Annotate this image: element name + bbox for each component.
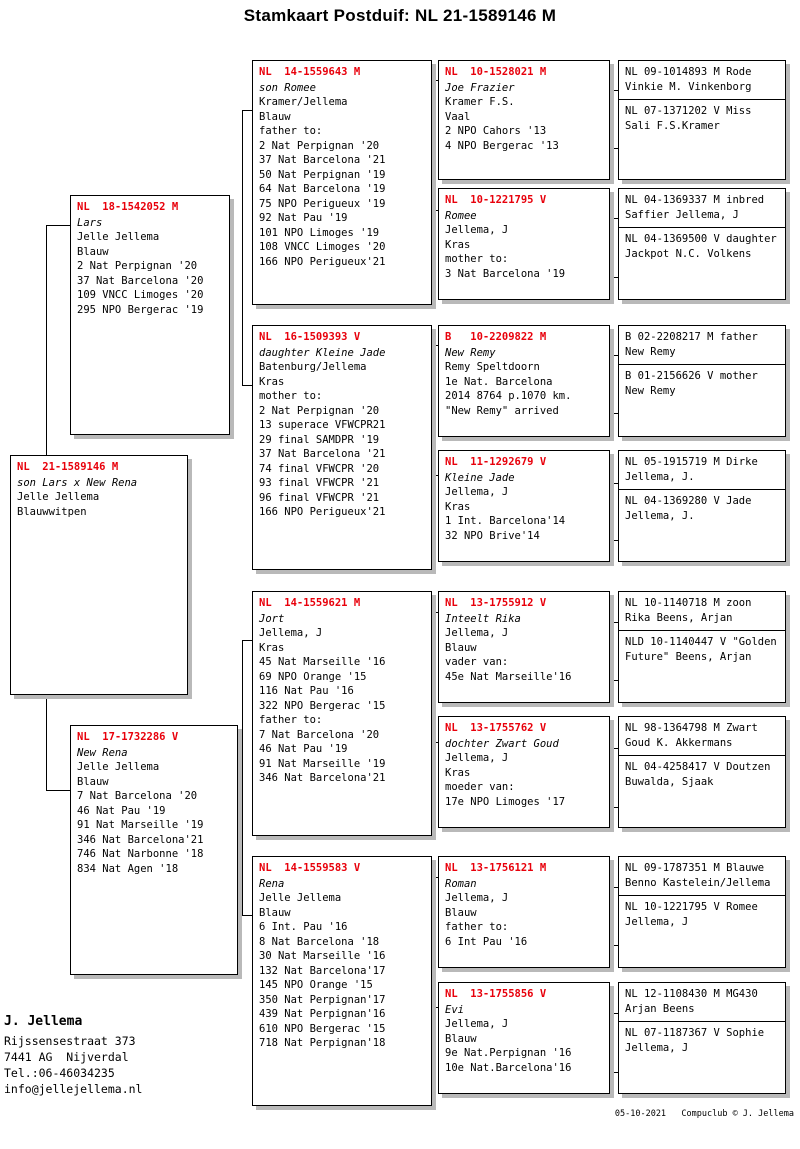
pigeon-card-gggp-16[interactable] (619, 1021, 785, 1060)
detail-line: moeder van: (445, 781, 515, 793)
pigeon-name: Inteelt Rika (445, 612, 521, 625)
detail-line: mother to: (259, 390, 323, 402)
detail-line: 17e NPO Limoges '17 (445, 795, 566, 808)
detail-line: Blauw (77, 775, 109, 788)
ring-number: NL 07-1371202 V (625, 105, 720, 117)
detail-line: 45 Nat Marseille '16 (259, 656, 386, 668)
ring-number: NL 14-1559621 M (259, 597, 361, 609)
pigeon-name: New Rena (77, 746, 128, 759)
detail-line: 46 Nat Pau '19 (259, 743, 348, 755)
detail-line: 350 Nat Perpignan'17 (259, 993, 386, 1006)
pigeon-name: Doutzen (726, 761, 771, 773)
detail-line: 2014 8764 p.1070 km. (445, 390, 572, 402)
pigeon-card-pair-8[interactable] (618, 982, 786, 1094)
detail-line: 10e Nat.Barcelona'16 (445, 1061, 572, 1074)
ring-number: NL 18-1542052 M (77, 201, 179, 213)
pigeon-name: son Romee (259, 81, 316, 94)
detail-line: Kras (259, 641, 285, 654)
detail-line: Jellema, J. (625, 509, 695, 522)
detail-line: Blauw (445, 1032, 477, 1045)
pigeon-name: Rena (259, 877, 285, 890)
detail-line: 6 Int Pau '16 (445, 935, 528, 948)
pigeon-name: "Golden Future" (625, 636, 777, 663)
detail-line: 30 Nat Marseille '16 (259, 950, 386, 962)
detail-line: 718 Nat Perpignan'18 (259, 1037, 386, 1049)
detail-line: Kramer F.S. (445, 96, 515, 108)
ring-number: NL 14-1559583 V (259, 862, 361, 874)
detail-line: 834 Nat Agen '18 (77, 862, 179, 875)
pigeon-name: Evi (445, 1003, 464, 1016)
detail-line: 322 NPO Bergerac '15 (259, 699, 386, 712)
detail-line: 13 superace VFWCPR21 (259, 419, 386, 431)
pigeon-name: Sophie (726, 1027, 765, 1039)
detail-line: M. Vinkenborg (669, 80, 752, 93)
pigeon-card-gggp-6[interactable] (619, 364, 785, 403)
pigeon-name: MG430 (726, 988, 758, 1000)
pigeon-name: Joe Frazier (445, 81, 515, 94)
detail-line: 346 Nat Barcelona'21 (77, 833, 204, 846)
detail-line: 69 NPO Orange '15 (259, 670, 367, 683)
detail-line: Kras (445, 238, 471, 251)
detail-line: Blauwwitpen (17, 505, 87, 518)
owner-address-line: Rijssensestraat 373 (4, 1034, 136, 1048)
owner-info (4, 1014, 142, 1097)
ring-number: NL 11-1292679 V (445, 456, 547, 468)
detail-line: 37 Nat Barcelona '20 (77, 274, 204, 287)
ring-number: NL 10-1528021 M (445, 66, 547, 78)
detail-line: 439 Nat Perpignan'16 (259, 1008, 386, 1020)
detail-line: 1e Nat. Barcelona (445, 375, 553, 388)
detail-line: Arjan Beens (625, 1002, 695, 1015)
ring-number: NL 07-1187367 V (625, 1027, 720, 1039)
ring-number: NL 16-1509393 V (259, 331, 361, 343)
ring-number: NL 10-1140718 M (625, 597, 720, 609)
detail-line: Kras (445, 500, 471, 513)
pigeon-card-sire[interactable] (70, 195, 230, 435)
pigeon-card-pair-3[interactable] (618, 325, 786, 437)
detail-line: 108 VNCC Limoges '20 (259, 241, 386, 253)
ring-number: NL 17-1732286 V (77, 731, 179, 743)
pigeon-card-greatgrandparent-4[interactable] (438, 450, 610, 562)
pigeon-card-dam[interactable] (70, 725, 238, 975)
detail-line: 3 Nat Barcelona '19 (445, 267, 566, 280)
pigeon-card-pair-6[interactable] (618, 716, 786, 828)
connector (46, 225, 70, 226)
pigeon-card-greatgrandparent-7[interactable] (438, 856, 610, 968)
detail-line: father to: (445, 921, 509, 933)
pigeon-card-pair-7[interactable] (618, 856, 786, 968)
detail-line: 2 NPO Cahors '13 (445, 125, 547, 137)
detail-line: Jellema, J (445, 627, 509, 639)
detail-line: Beens, Arjan (675, 650, 752, 663)
detail-line: Jelle Jellema (17, 491, 100, 503)
pigeon-card-gggp-7[interactable] (619, 451, 785, 489)
detail-line: Kramer/Jellema (259, 96, 348, 108)
ring-number: B 10-2209822 M (445, 331, 547, 343)
ring-number: NL 04-1369280 V (625, 495, 720, 507)
pigeon-card-grandparent-1[interactable] (252, 60, 432, 305)
detail-line: 9e Nat.Perpignan '16 (445, 1047, 572, 1059)
detail-line: father to: (259, 714, 323, 726)
ring-number: NL 05-1915719 M (625, 456, 720, 468)
pigeon-name: father New Remy (625, 331, 758, 358)
owner-address-line: 7441 AG Nijverdal (4, 1050, 129, 1064)
detail-line: 4 NPO Bergerac '13 (445, 139, 559, 152)
pigeon-card-greatgrandparent-5[interactable] (438, 591, 610, 703)
detail-line: Blauw (77, 245, 109, 258)
detail-line: 101 NPO Limoges '19 (259, 226, 380, 239)
pigeon-name: Jort (259, 612, 285, 625)
detail-line: Buwalda, Sjaak (625, 775, 714, 788)
detail-line: 746 Nat Narbonne '18 (77, 848, 204, 860)
detail-line: 91 Nat Marseille '19 (259, 757, 386, 770)
pigeon-card-pair-1[interactable] (618, 60, 786, 180)
detail-line: Jellema, J (445, 1018, 509, 1030)
ring-number: NL 09-1014893 M (625, 66, 720, 78)
detail-line: 610 NPO Bergerac '15 (259, 1022, 386, 1035)
detail-line: Jellema, J (445, 752, 509, 764)
detail-line: 2 Nat Perpignan '20 (77, 260, 198, 272)
detail-line: Jellema, J (445, 224, 509, 236)
detail-line: 8 Nat Barcelona '18 (259, 935, 380, 948)
pigeon-card-gggp-2[interactable] (619, 99, 785, 138)
detail-line: N.C. Volkens (675, 247, 752, 260)
pigeon-card-gggp-3[interactable] (619, 189, 785, 227)
pigeon-name: Roman (445, 877, 477, 890)
ring-number: NL 13-1756121 M (445, 862, 547, 874)
pigeon-card-pair-5[interactable] (618, 591, 786, 703)
pigeon-card-gggp-12[interactable] (619, 755, 785, 794)
ring-number: NL 14-1559643 M (259, 66, 361, 78)
detail-line: Vaal (445, 110, 471, 123)
owner-email: info@jellejellema.nl (4, 1082, 143, 1096)
detail-line: Jelle Jellema (259, 892, 342, 904)
detail-line: Blauw (445, 641, 477, 654)
pigeon-card-gggp-14[interactable] (619, 895, 785, 934)
ring-number: NL 09-1787351 M (625, 862, 720, 874)
connector (46, 790, 70, 791)
pigeon-name: New Remy (445, 346, 496, 359)
ring-number: NL 13-1755762 V (445, 722, 547, 734)
detail-line: Jellema, J (675, 208, 739, 221)
detail-line: 7 Nat Barcelona '20 (259, 728, 380, 741)
ring-number: NL 04-4258417 V (625, 761, 720, 773)
pigeon-card-gggp-9[interactable] (619, 592, 785, 630)
detail-line: father to: (259, 125, 323, 137)
pigeon-name: Blauwe Benno (625, 862, 765, 889)
detail-line: mother to: (445, 253, 509, 265)
detail-line: 2 Nat Perpignan '20 (259, 404, 380, 417)
connector (242, 110, 243, 385)
detail-line: 75 NPO Perigueux '19 (259, 197, 386, 210)
detail-line: "New Remy" arrived (445, 404, 559, 417)
pigeon-card-pair-4[interactable] (618, 450, 786, 562)
pigeon-card-greatgrandparent-1[interactable] (438, 60, 610, 180)
pigeon-name: Jade (726, 495, 752, 507)
pigeon-card-grandparent-2[interactable] (252, 325, 432, 570)
pigeon-name: son Lars x New Rena (17, 476, 138, 489)
detail-line: 346 Nat Barcelona'21 (259, 772, 386, 784)
detail-line: 45e Nat Marseille'16 (445, 670, 572, 683)
pigeon-card-greatgrandparent-3[interactable] (438, 325, 610, 437)
detail-line: 64 Nat Barcelona '19 (259, 183, 386, 195)
detail-line: 145 NPO Orange '15 (259, 979, 373, 991)
ring-number: NL 10-1221795 V (445, 194, 547, 206)
print-credit: 05-10-2021 Compuclub © J. Jellema (614, 1109, 794, 1119)
ring-number: NL 21-1589146 M (17, 461, 119, 473)
detail-line: 6 Int. Pau '16 (259, 921, 348, 933)
detail-line: F.S.Kramer (656, 119, 720, 132)
detail-line: 91 Nat Marseille '19 (77, 819, 204, 831)
detail-line: Jellema, J. (625, 470, 695, 483)
detail-line: 166 NPO Perigueux'21 (259, 506, 386, 518)
connector (242, 640, 252, 641)
pigeon-card-gggp-4[interactable] (619, 227, 785, 266)
detail-line: 96 final VFWCPR '21 (259, 491, 380, 504)
detail-line: Jellema, J (259, 627, 323, 639)
pigeon-card-gggp-1[interactable] (619, 61, 785, 99)
detail-line: 46 Nat Pau '19 (77, 804, 166, 817)
detail-line: 7 Nat Barcelona '20 (77, 790, 198, 802)
pigeon-card-gggp-15[interactable] (619, 983, 785, 1021)
connector (242, 385, 252, 386)
detail-line: 295 NPO Bergerac '19 (77, 303, 204, 316)
detail-line: 74 final VFWCPR '20 (259, 462, 380, 475)
detail-line: 92 Nat Pau '19 (259, 212, 348, 224)
pigeon-card-gggp-10[interactable] (619, 630, 785, 669)
pigeon-name: inbred Saffier (625, 194, 765, 221)
detail-line: 166 NPO Perigueux'21 (259, 255, 386, 268)
detail-line: Jelle Jellema (77, 231, 160, 243)
owner-phone: Tel.:06-46034235 (4, 1066, 115, 1080)
pigeon-card-greatgrandparent-8[interactable] (438, 982, 610, 1094)
pigeon-name: Lars (77, 216, 103, 229)
owner-name: J. Jellema (4, 1014, 83, 1029)
ring-number: B 02-2208217 M (625, 331, 714, 343)
detail-line: 1 Int. Barcelona'14 (445, 515, 566, 527)
ring-number: NLD 10-1140447 V (625, 636, 727, 648)
pigeon-card-gggp-11[interactable] (619, 717, 785, 755)
detail-line: Blauw (259, 906, 291, 919)
detail-line: Jellema, J (625, 1041, 689, 1054)
ring-number: NL 04-1369500 V (625, 233, 720, 245)
pigeon-card-pair-2[interactable] (618, 188, 786, 300)
ring-number: NL 13-1755856 V (445, 988, 547, 1000)
ring-number: NL 98-1364798 M (625, 722, 720, 734)
ring-number: NL 10-1221795 V (625, 901, 720, 913)
pigeon-name: zoon Rika (625, 597, 752, 624)
pigeon-name: Zwart Goud (625, 722, 758, 749)
detail-line: Jellema, J (625, 915, 689, 928)
ring-number: NL 04-1369337 M (625, 194, 720, 206)
detail-line: Blauw (259, 110, 291, 123)
connector (242, 915, 252, 916)
pigeon-card-gggp-5[interactable] (619, 326, 785, 364)
detail-line: 50 Nat Perpignan '19 (259, 168, 386, 181)
pigeon-name: Romee (445, 209, 477, 222)
detail-line: Kras (259, 375, 285, 388)
detail-line: K. Akkermans (656, 736, 733, 749)
pigeon-card-subject[interactable] (10, 455, 188, 695)
pigeon-name: Dirke (726, 456, 758, 468)
pigeon-card-grandparent-4[interactable] (252, 856, 432, 1106)
connector (242, 110, 252, 111)
detail-line: 116 Nat Pau '16 (259, 685, 354, 697)
pigeon-name: Rode Vinkie (625, 66, 752, 93)
pigeon-name: daughter Jackpot (625, 233, 777, 260)
pigeon-card-gggp-8[interactable] (619, 489, 785, 528)
pigeon-name: Kleine Jade (445, 471, 515, 484)
pigeon-card-grandparent-3[interactable] (252, 591, 432, 836)
detail-line: 132 Nat Barcelona'17 (259, 964, 386, 977)
pigeon-name: mother New Remy (625, 370, 758, 397)
detail-line: 93 final VFWCPR '21 (259, 477, 380, 489)
detail-line: Jellema, J (445, 486, 509, 498)
detail-line: Batenburg/Jellema (259, 361, 367, 373)
pigeon-card-greatgrandparent-2[interactable] (438, 188, 610, 300)
detail-line: Kras (445, 766, 471, 779)
pigeon-name: Miss Sali (625, 105, 752, 132)
detail-line: Blauw (445, 906, 477, 919)
detail-line: 29 final SAMDPR '19 (259, 433, 380, 446)
detail-line: Remy Speltdoorn (445, 361, 540, 373)
detail-line: Beens, Arjan (656, 611, 733, 624)
ring-number: B 01-2156626 V (625, 370, 714, 382)
pigeon-card-greatgrandparent-6[interactable] (438, 716, 610, 828)
ring-number: NL 13-1755912 V (445, 597, 547, 609)
connector (242, 640, 243, 915)
page-title: Stamkaart Postduif: NL 21-1589146 M (243, 6, 557, 25)
detail-line: 37 Nat Barcelona '21 (259, 448, 386, 460)
detail-line: Jelle Jellema (77, 761, 160, 773)
detail-line: 109 VNCC Limoges '20 (77, 289, 204, 301)
detail-line: 32 NPO Brive'14 (445, 529, 540, 542)
detail-line: Jellema, J (445, 892, 509, 904)
ring-number: NL 12-1108430 M (625, 988, 720, 1000)
detail-line: vader van: (445, 656, 509, 668)
pigeon-name: Romee (726, 901, 758, 913)
detail-line: Kastelein/Jellema (662, 876, 771, 889)
pigeon-name: daughter Kleine Jade (259, 346, 386, 359)
detail-line: 2 Nat Perpignan '20 (259, 139, 380, 152)
pigeon-card-gggp-13[interactable] (619, 857, 785, 895)
pigeon-name: dochter Zwart Goud (445, 737, 559, 750)
detail-line: 37 Nat Barcelona '21 (259, 154, 386, 166)
